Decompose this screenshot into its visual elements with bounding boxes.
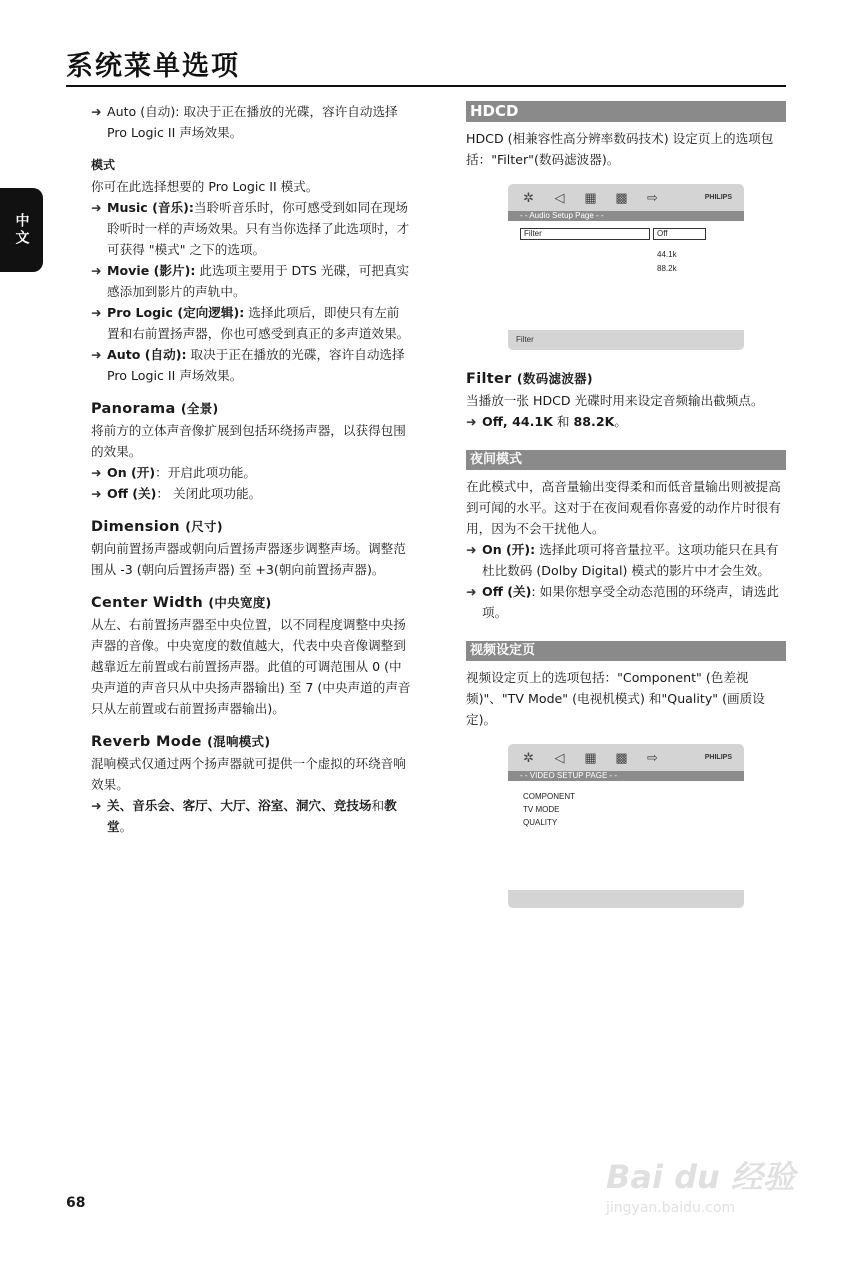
page-title: 系统菜单选项 [66, 51, 240, 82]
general-setup-icon: ✲ [523, 750, 534, 765]
audio-setup-osd [508, 184, 744, 350]
filter-text: 当播放一张 HDCD 光碟时用来设定音频输出截频点。 [466, 393, 764, 408]
watermark-url: jingyan.baidu.com [606, 1200, 736, 1216]
filter-option-44k[interactable]: 44.1k [657, 250, 677, 259]
arrow-right-icon: ➜ [466, 414, 477, 429]
left-column [91, 101, 411, 837]
filter-heading: Filter (数码滤波器) [466, 371, 593, 387]
osd-body [508, 781, 744, 890]
hdcd-section-bar: HDCD [466, 101, 786, 122]
filter-option-88k[interactable]: 88.2k [657, 264, 677, 273]
video-setup-text: 视频设定页上的选项包括："Component" (色差视频)"、"TV Mode" (电视机模式) 和"Quality" (画质设定)。 [466, 670, 765, 727]
movie-bullet: ➜ Movie (影片): 此选项主要用于 DTS 光碟，可把真实感添加到影片的声轨中。 [91, 260, 411, 302]
auto-top-bullet: ➜ Auto (自动): 取决于正在播放的光碟，容许自动选择 Pro Logic II 声场效果。 [91, 101, 411, 143]
arrow-right-icon: ➜ [91, 798, 102, 813]
prologic-bullet: ➜ Pro Logic (定向逻辑): 选择此项后，即使只有左前置和右前置扬声器，你也可感受到真正的多声道效果。 [91, 302, 411, 344]
music-bullet: ➜ Music (音乐):当聆听音乐时，你可感受到如同在现场聆听时一样的声场效果。只有当你选择了此选项时，才可获得 "模式" 之下的选项。 [91, 197, 411, 260]
osd-page-header: - - VIDEO SETUP PAGE - - [508, 771, 744, 781]
mode-intro: 你可在此选择想要的 Pro Logic II 模式。 [91, 179, 319, 194]
display-icon: ▦ [584, 750, 597, 765]
mode-heading: 模式 [91, 158, 116, 172]
arrow-right-icon: ➜ [466, 542, 477, 557]
filter-options-bullet: ➜ Off, 44.1K 和 88.2K。 [466, 411, 786, 432]
language-side-tab [0, 188, 43, 272]
arrow-right-icon: ➜ [466, 584, 477, 599]
center-width-text: 从左、右前置扬声器至中央位置，以不同程度调整中央扬声器的音像。中央宽度的数值越大，代表中央音像调整到越靠近左前置或右前置扬声器。此值的可调范围从 0 (中央声道的声音只从中央扬声器输出) 至 7 (中央声道的声音只从左前置或右前置扬声器输出)。 [91, 617, 411, 716]
panorama-text: 将前方的立体声音像扩展到包括环绕扬声器，以获得包围的效果。 [91, 423, 406, 459]
right-column [466, 101, 786, 908]
center-width-heading: Center Width (中央宽度) [91, 595, 272, 611]
video-setup-section-bar: 视频设定页 [466, 641, 786, 661]
arrow-right-icon: ➜ [91, 104, 102, 119]
brand-logo: PHILIPS [704, 754, 732, 761]
osd-page-header: - - Audio Setup Page - - [508, 211, 744, 221]
panorama-heading: Panorama (全景) [91, 401, 219, 417]
grid-icon: ▩ [615, 190, 628, 205]
filter-option-off[interactable]: Off [653, 228, 706, 240]
side-tab-label: 中文 [13, 213, 30, 247]
arrow-right-icon: ➜ [91, 486, 102, 501]
night-off-bullet: ➜ Off (关): 如果你想享受全动态范围的环绕声，请选此项。 [466, 581, 786, 623]
osd-icon-bar [508, 184, 744, 211]
night-mode-text: 在此模式中，高音量输出变得柔和而低音量输出则被提高到可闻的水平。这对于在夜间观看你喜爱的动作片时很有用，因为不会干扰他人。 [466, 479, 781, 536]
osd-icon-bar [508, 744, 744, 771]
grid-icon: ▩ [615, 750, 628, 765]
exit-icon: ⇨ [647, 750, 658, 765]
speaker-icon: ◁ [554, 750, 565, 765]
dimension-text: 朝向前置扬声器或朝向后置扬声器逐步调整声场。调整范围从 -3 (朝向后置扬声器) 至 +3(朝向前置扬声器)。 [91, 541, 406, 577]
reverb-text: 混响模式仅通过两个扬声器就可提供一个虚拟的环绕音响效果。 [91, 756, 406, 792]
quality-menu-item[interactable]: QUALITY [523, 818, 558, 827]
auto-bullet: ➜ Auto (自动): 取决于正在播放的光碟，容许自动选择 Pro Logic II 声场效果。 [91, 344, 411, 386]
page-number: 68 [66, 1195, 86, 1211]
hdcd-text: HDCD (相兼容性高分辨率数码技术) 设定页上的选项包括："Filter"(数码滤波器)。 [466, 131, 774, 167]
osd-footer: Filter [516, 335, 534, 344]
display-icon: ▦ [584, 190, 597, 205]
night-on-bullet: ➜ On (开): 选择此项可将音量拉平。这项功能只在具有杜比数码 (Dolby Digital) 模式的影片中才会生效。 [466, 539, 786, 581]
arrow-right-icon: ➜ [91, 305, 102, 320]
baidu-watermark [606, 1152, 806, 1227]
general-setup-icon: ✲ [523, 190, 534, 205]
reverb-heading: Reverb Mode (混响模式) [91, 734, 271, 750]
dimension-heading: Dimension (尺寸) [91, 519, 223, 535]
exit-icon: ⇨ [647, 190, 658, 205]
brand-logo: PHILIPS [704, 194, 732, 201]
video-setup-osd [508, 744, 744, 908]
filter-menu-item[interactable]: Filter [520, 228, 650, 240]
panorama-on-bullet: ➜ On (开)：开启此项功能。 [91, 462, 411, 483]
arrow-right-icon: ➜ [91, 465, 102, 480]
osd-body [508, 221, 744, 330]
arrow-right-icon: ➜ [91, 263, 102, 278]
panorama-off-bullet: ➜ Off (关)： 关闭此项功能。 [91, 483, 411, 504]
title-rule [66, 85, 786, 87]
watermark-logo: Bai du 经验 [606, 1158, 795, 1196]
component-menu-item[interactable]: COMPONENT [523, 792, 575, 801]
arrow-right-icon: ➜ [91, 200, 102, 215]
tv-mode-menu-item[interactable]: TV MODE [523, 805, 560, 814]
arrow-right-icon: ➜ [91, 347, 102, 362]
reverb-options-bullet: ➜ 关、音乐会、客厅、大厅、浴室、洞穴、竞技场和教堂。 [91, 795, 411, 837]
night-mode-section-bar: 夜间模式 [466, 450, 786, 470]
speaker-icon: ◁ [554, 190, 565, 205]
